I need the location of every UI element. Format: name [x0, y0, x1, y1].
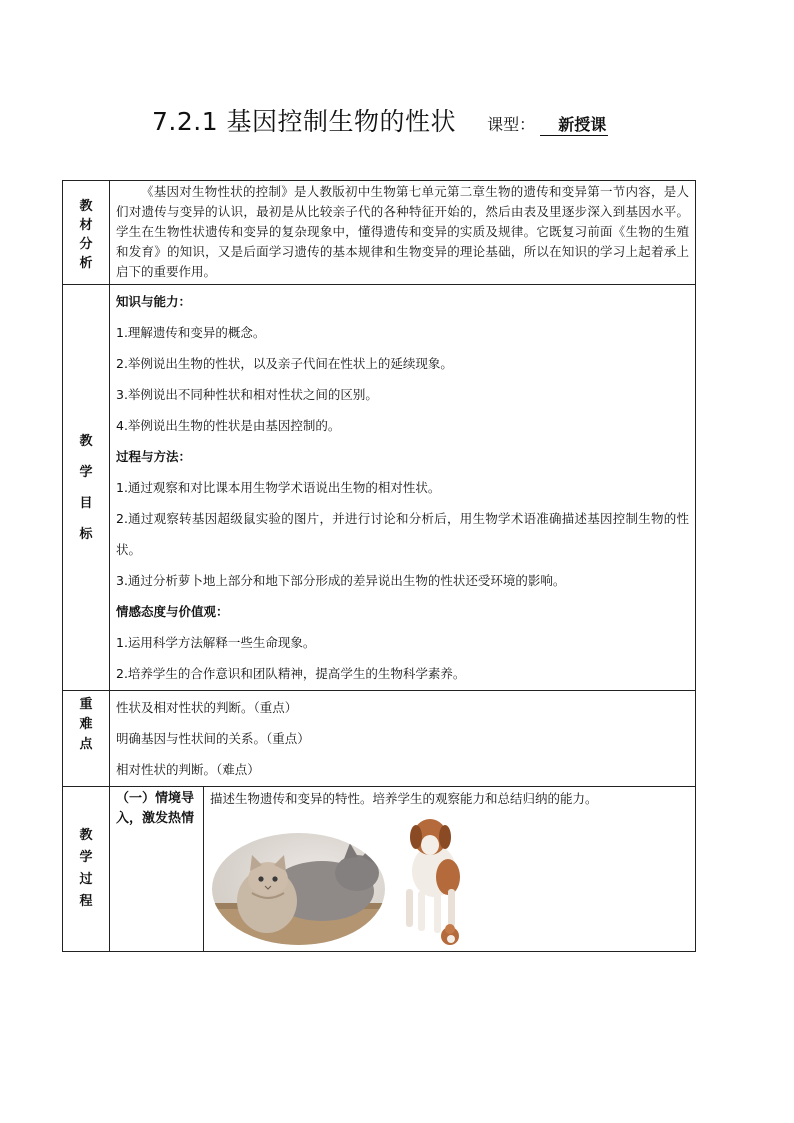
dogs-photo — [390, 811, 470, 951]
process-method-title: 过程与方法： — [116, 449, 192, 464]
cats-photo — [212, 833, 385, 945]
key-points-label: 重 难 点 — [63, 691, 110, 787]
illustration-area — [204, 811, 695, 951]
process-row — [63, 787, 696, 952]
knowledge-item: 2.举例说出生物的性状，以及亲子代间在性状上的延续现象。 — [116, 356, 453, 371]
page-title — [152, 102, 608, 138]
process-item: 1.通过观察和对比课本用生物学术语说出生物的相对性状。 — [116, 480, 441, 495]
step-description: 描述生物遗传和变异的特性。培养学生的观察能力和总结归纳的能力。 — [210, 791, 598, 806]
step-title: （一）情境导入，激发热情 — [116, 791, 195, 826]
emotion-item: 2.培养学生的合作意识和团队精神，提高学生的生物科学素养。 — [116, 666, 466, 681]
key-point-item: 性状及相对性状的判断。（重点） — [116, 700, 298, 715]
process-item: 2.通过观察转基因超级鼠实验的图片，并进行讨论和分析后，用生物学术语准确描述基因控制生物的性状。 — [116, 511, 689, 557]
analysis-text: 《基因对生物性状的控制》是人教版初中生物第七单元第二章生物的遗传和变异第一节内容，是人们对遗传与变异的认识，最初是从比较亲子代的各种特征开始的，然后由表及里逐步深入到基因水平。学生在生物性状遗传和变异的复杂现象中，懂得遗传和变异的实质及规律。它既复习前面《生物的生殖和发育》的知识，又是后面学习遗传的基本规律和生物变异的理论基础，所以在知识的学习上起着承上启下的重要作用。 — [116, 184, 689, 279]
lesson-type-value: 新授课 — [540, 116, 608, 136]
key-points-content — [110, 691, 696, 787]
lesson-type-label: 课型： — [487, 115, 536, 134]
step-title-cell — [110, 787, 204, 952]
lesson-title: 7.2.1 基因控制生物的性状 — [152, 107, 457, 136]
process-label: 教 学 过 程 — [63, 787, 110, 952]
key-point-item: 相对性状的判断。（难点） — [116, 762, 260, 777]
analysis-row — [63, 181, 696, 285]
goals-content — [110, 285, 696, 691]
knowledge-item: 4.举例说出生物的性状是由基因控制的。 — [116, 418, 341, 433]
emotion-title: 情感态度与价值观： — [116, 604, 229, 619]
goals-row — [63, 285, 696, 691]
knowledge-title: 知识与能力： — [116, 294, 192, 309]
emotion-item: 1.运用科学方法解释一些生命现象。 — [116, 635, 316, 650]
process-item: 3.通过分析萝卜地上部分和地下部分形成的差异说出生物的性状还受环境的影响。 — [116, 573, 566, 588]
knowledge-item: 3.举例说出不同种性状和相对性状之间的区别。 — [116, 387, 378, 402]
knowledge-item: 1.理解遗传和变异的概念。 — [116, 325, 266, 340]
key-points-row — [63, 691, 696, 787]
goals-label: 教 学 目 标 — [63, 285, 110, 691]
analysis-content — [110, 181, 696, 285]
step-content-cell — [204, 787, 696, 952]
analysis-label: 教 材 分 析 — [63, 181, 110, 285]
lesson-plan-table — [62, 180, 696, 952]
key-point-item: 明确基因与性状间的关系。（重点） — [116, 731, 310, 746]
